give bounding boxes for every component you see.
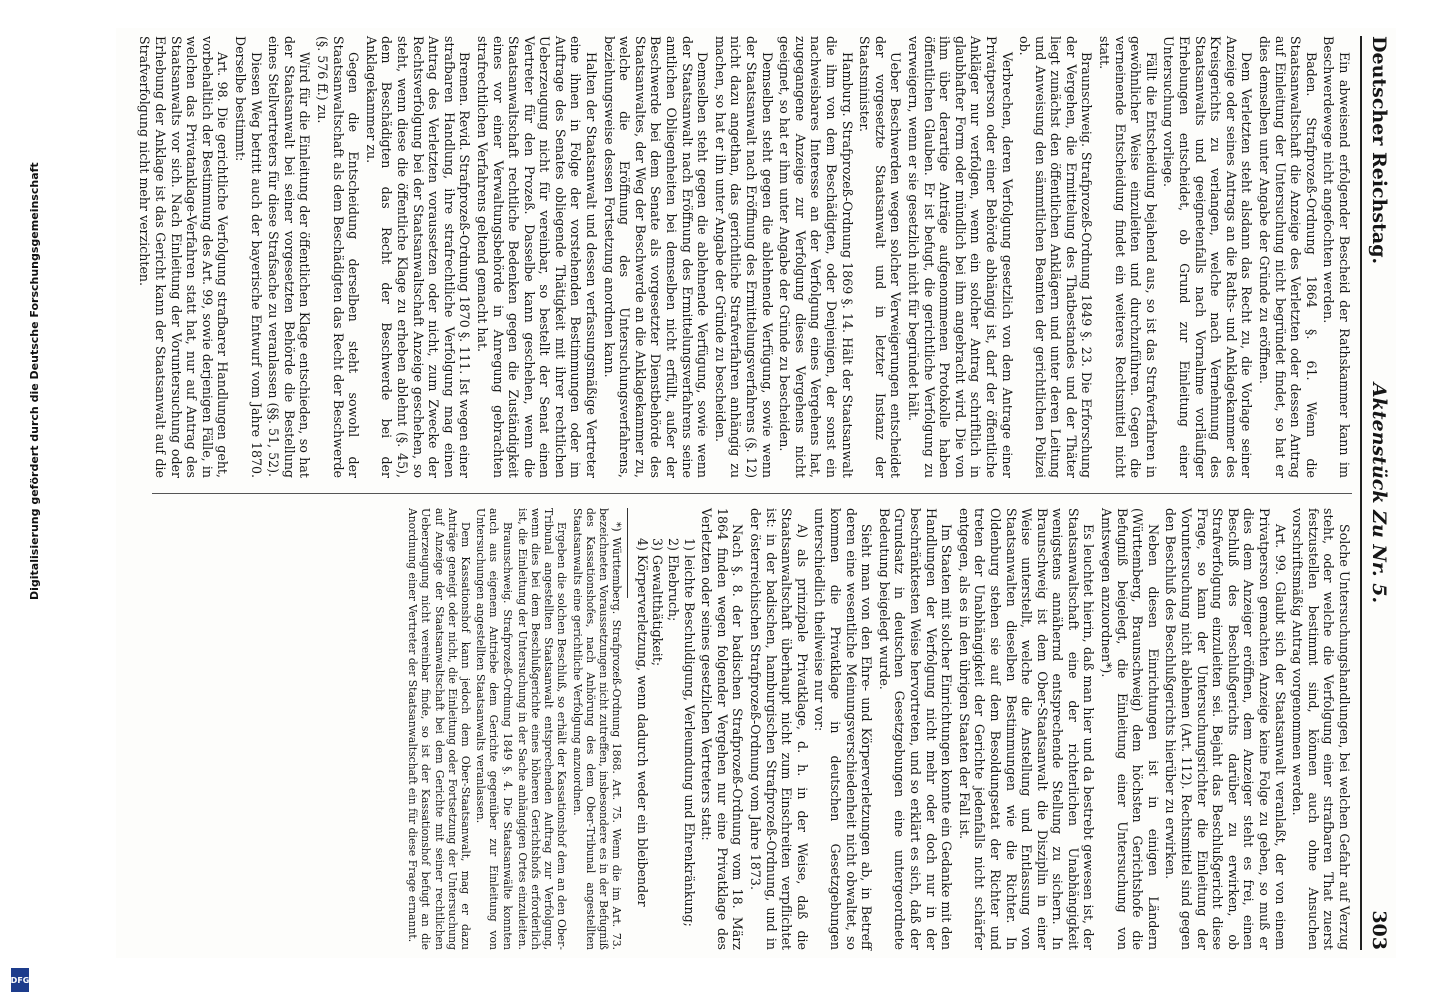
footnote-paragraph: Dem Kassationshof kann jedoch dem Ober-Staatsanwalt, mag er dazu Anträge geneigt oder nicht, die Einleitung oder Fortsetzung der Untersuchung auf Anzeige der Staatsanwaltschaft bei dem Gerichte mit seiner rechtlichen Ueberzeugung nicht vereinbar finde, so ist der Kassationshof befugt an die Anordnung einer Vertreter der Staatsanwaltschaft ein für diese Frage ernannt. [406, 508, 473, 950]
paragraph: Gegen die Entscheidung derselben steht sowohl der Staatsanwaltschaft als dem Beschädigten das Recht der Beschwerde (§. 576 ff.) zu. [315, 36, 362, 478]
footnote-paragraph: Ergeben die solchen Beschluß, so erhält der Kassationshof dem an den Ober-Tribunal angestellten Staatsanwalt entsprechenden Auftrag zur Verfolgung, wenn dies bei dem Beschlußgerichte eines höheren Gerichtshofs erforderlich ist, die Einleitung der Untersuchung in der Sache anhängigen Ortes einzuleiten. [515, 508, 569, 950]
paragraph: Art. 99. Glaubt sich der Staatsanwalt veranlaßt, der von einem Privatperson gemachten Anzeige keine Folge zu geben, so muß er dies dem Anzeiger eröffnen, dem Anzeiger steht es frei, einen Beschluß des Beschlußgerichts darüber zu erwirken, ob Strafverfolgung einzuleiten sei. Bejaht das Beschlußgericht diese Frage, so kann der Untersuchungsrichter die Einleitung der Voruntersuchung nicht ablehnen (Art. 112). Rechtsmittel sind gegen den Beschluß des Beschlußgerichts hierüber zu erwirken. [1163, 508, 1288, 950]
paragraph: Verbrechen, deren Verfolgung gesetzlich von dem Antrage einer Privatperson oder einer Behörde abhängig ist, darf der öffentliche Ankläger nur verfolgen, wenn ein solcher Antrag schriftlich in glaubhafter Form oder mündlich bei ihm angebracht wird. Die von ihm über derartige Anträge aufgenommenen Protokolle haben öffentlichen Glauben. Er ist befugt, die gerichtliche Verfolgung zu verweigern, wenn er sie gesetzlich nicht für begründet hält. [905, 36, 1015, 478]
paragraph: Neben diesen Einrichtungen ist in einigen Ländern (Württemberg, Braunschweig) dem höchsten Gerichtshofe die Befugniß beigelegt, die Einleitung einer Untersuchung von Amtswegen anzuordnen*). [1099, 508, 1161, 950]
digitization-credit [0, 0, 40, 1000]
right-column [152, 508, 1352, 950]
paragraph: Im Staaten mit solcher Einrichtungen konnte ein Gedanke mit den Handlungen der Verfolgung nicht mehr oder doch nur in der beschränktesten Weise hervortreten, und so erklärt es sich, daß der Grundsatz in deutschen Gesetzgebungen eine untergeordnete Bedeutung beigelegt wurde. [876, 508, 955, 950]
list-item: 4) Körperverletzung, wenn dadurch weder ein bleibender [634, 538, 650, 907]
footnote-paragraph: *) Württemberg. Strafprozeß-Ordnung 1868. Art. 75. Wenn die im Art. 73. bezeichneten Voraussetzungen nicht zutreffen, insbesondere es in der Befugniß des Kassationshofes, nach Anhörung des dem Ober-Tribunal angestellten Staatsanwalts eine gerichtliche Verfolgung anzuordnen. [570, 508, 624, 950]
document-page [116, 28, 1396, 958]
paragraph: A) als prinzipale Privatklage, d. h. in der Weise, daß die Staatsanwaltschaft überhaupt nicht zum Einschreiten verpflichtet ist: in der badischen, hamburgischen Strafprozeß-Ordnung, und in der österreichischen Strafprozeß-Ordnung vom Jahre 1873. [748, 508, 810, 950]
paragraph: Nach §. 8. der badischen Strafprozeß-Ordnung vom 18. März 1864 finden wegen folgender Vergehen nur eine Privatklage des Verletzten oder seines gesetzlichen Vertreters statt: [699, 508, 746, 950]
paragraph: Halten der Staatsanwalt und dessen verfassungsmäßige Vertreter eine ihnen in Folge der vorstehenden Bestimmungen oder im Auftrage des Senates obliegende Thätigkeit mit ihrer rechtlichen Ueberzeugung nicht für vereinbar, so bestellt der Senat einen Vertreter für den Prozeß. Dasselbe kann geschehen, wenn die Staatsanwaltschaft rechtliche Bedenken gegen die Zuständigkeit eines vor einer Verwaltungsbehörde in Anregung gebrachten strafrechtlichen Verfahrens geltend gemacht hat. [474, 36, 600, 478]
footnote-rule [627, 508, 628, 598]
page-number: 303 [1368, 910, 1390, 950]
footnotes [406, 508, 623, 950]
paragraph: Dem Verletzten steht alsdann das Recht zu, die Vorlage seiner Anzeige oder seines Antrags an die Raths- und Anklagekammer des Kreisgerichts zu verlangen, welche nach Vernehmung des Staatsanwalts und geeignetenfalls nach Vornahme vorläufiger Erhebungen entscheidet, ob Grund zur Einleitung einer Untersuchung vorliege. [1161, 36, 1255, 478]
paragraph: Bremen. Revid. Strafprozeß-Ordnung 1870 §. 111. Ist wegen einer strafbaren Handlung, ihre strafrechtliche Verfolgung mag einen Antrag des Verletzten voraussetzen oder nicht, zum Zwecke der Rechtsverfolgung bei der Staatsanwaltschaft Anzeige geschehen, so steht, wenn diese die öffentliche Klage zu erheben ablehnt (§. 45), dem Beschädigten das Recht der Beschwerde bei der Anklagekammer zu. [363, 36, 473, 478]
paragraph: Demselben steht gegen die ablehnende Verfügung, sowie wenn der Staatsanwalt nach Eröffnung des Ermittelungsverfahrens seine amtlichen Obliegenheiten bei demselben nicht erfüllt, außer der Beschwerde bei dem Senate als vorgesetzter Dienstbehörde des Staatsanwaltes, der Weg der Beschwerde an die Anklagekammer zu, welche die Eröffnung des Untersuchungsverfahrens, beziehungsweise dessen Fortsetzung anordnen kann. [601, 36, 711, 478]
column-divider [152, 493, 1352, 494]
paragraph: Art. 98. Die gerichtliche Verfolgung strafbarer Handlungen geht, vorbehaltlich der Bestimmung des Art. 99, sowie derjenigen Fälle, in welchen das Privatanklage-Verfahren statt hat, nur auf Antrag des Staatsanwalts vor sich. Nach Einleitung der Voruntersuchung oder Erhebung der Anklage ist das Gericht kann der Staatsanwalt auf die Strafverfolgung nicht mehr verzichten. [137, 36, 231, 478]
paragraph: Hamburg. Strafprozeß-Ordnung 1869 §. 14. Hält der Staatsanwalt die ihm von dem Beschädigten, oder Denjenigen, der sonst ein nachweisbares Interesse an der Verfolgung eines Vergehens hat, zugegangene Anzeige zur Verfolgung dieses Vergehens nicht geeignet, so hat er ihm unter Angabe der Gründe zu bescheiden. [777, 36, 855, 478]
paragraph: Ueber Beschwerden wegen solcher Verweigerungen entscheidet der vorgesetzte Staatsanwalt und in letzter Instanz der Staatsminister. [857, 36, 904, 478]
list-item: 1) leichte Beschuldigung, Verleumdung und Ehrenkränkung; [681, 538, 697, 927]
running-header [1360, 36, 1390, 950]
paragraph: Wird für die Einleitung der öffentlichen Klage entschieden, so hat der Staatsanwalt bei seiner vorgesetzten Behörde die Bestellung eines Stellvertreters für diese Strafsache zu veranlassen (§§. 51, 52). [266, 36, 313, 478]
paragraph: Baden. Strafprozeß-Ordnung 1864 §. 61. Wenn die Staatsanwaltschaft die Anzeige des Verletzten oder dessen Antrag auf Einleitung der Untersuchung nicht begründet findet, so hat er dies demselben unter Angabe der Gründe zu eröffnen. [1257, 36, 1319, 478]
paragraph: Demselben steht gegen die ablehnende Verfügung, sowie wenn der Staatsanwalt nach Eröffnung des Ermittelungsverfahrens (§. 12) nicht dazu angethan, das gerichtliche Strafverfahren anhängig zu machen, so hat er ihn unter Angabe der Gründe zu bescheiden. [712, 36, 775, 478]
left-column [137, 36, 1352, 478]
dfg-logo: DFG [11, 968, 29, 992]
right-paragraphs [699, 508, 1352, 950]
header-center: Aktenstück Zu Nr. 5. [1368, 382, 1390, 604]
paragraph: Sieht man von den Ehre- und Körperverletzungen ab, in Betreff deren eine wesentliche Meinungsverschiedenheit nicht obwaltet, so kommen die Privatklage in deutschen Gesetzgebungen unterschiedlich theilweise nur vor: [812, 508, 875, 950]
offence-list [634, 538, 696, 950]
paragraph: Braunschweig. Strafprozeß-Ordnung 1849 §. 23. Die Erforschung der Vergehen, die Ermittelung des Thatbestandes und der Thäter liegt zunächst den öffentlichen Anklägern und unter deren Leitung und Anweisung den sämmtlichen Beamten der gerichtlichen Polizei ob. [1017, 36, 1095, 478]
header-left: Deutscher Reichstag. [1368, 36, 1390, 265]
paragraph: Es leuchtet hierin, daß man hier und da bestrebt gewesen ist, der Staatsanwaltschaft eine der richterlichen Unabhängigkeit wenigstens annähernd entsprechende Stellung zu sichern. In Braunschweig ist dem Ober-Staatsanwalt die Disziplin in einer Weise unterstellt, welche die Anstellung und Entlassung von Staatsanwalten dieselben Bestimmungen wie die Richter. In Oldenburg stehen sie auf dem Besoldungsetat der Richter und treten der Unabhängigkeit der Gerichte jedenfalls nicht schärfer entgegen, als es in den übrigen Staaten der Fall ist. [956, 508, 1097, 950]
footnote-paragraph: Braunschweig. Strafprozeß-Ordnung 1849 §. 4. Die Staatsanwälte konnten auch aus eigenem Antriebe dem Gerichte gegenüber zur Einleitung von Untersuchungen angestellten Staatsanwalts veranlassen. [474, 508, 514, 950]
header-rule [1360, 36, 1362, 950]
list-item: 2) Ehebruch; [666, 538, 682, 622]
credit-text: Digitalisierung gefördert durch die Deutsche Forschungsgemeinschaft [28, 162, 41, 600]
paragraph: Diesen Weg betritt auch der bayerische Entwurf vom Jahre 1870. Derselbe bestimmt: [233, 36, 264, 478]
paragraph: Ein abweisend erfolgender Bescheid der Rathskammer kann im Beschwerdewege nicht angefochten werden. [1321, 36, 1352, 478]
list-item: 3) Gewaltthätigkeit; [650, 538, 666, 667]
paragraph: Solche Untersuchungshandlungen, bei welchen Gefahr auf Verzug steht, oder welche die Verfolgung einer strafbaren That zuerst festzustellen bestimmt sind, können auch ohne Ansuchen vorschriftsmäßig Antrag vorgenommen werden. [1290, 508, 1352, 950]
paragraph: Fällt die Entscheidung bejahend aus, so ist das Strafverfahren in gewöhnlicher Weise einzuleiten und durchzuführen. Gegen die verneinende Entscheidung findet ein weiteres Rechtsmittel nicht statt. [1097, 36, 1159, 478]
